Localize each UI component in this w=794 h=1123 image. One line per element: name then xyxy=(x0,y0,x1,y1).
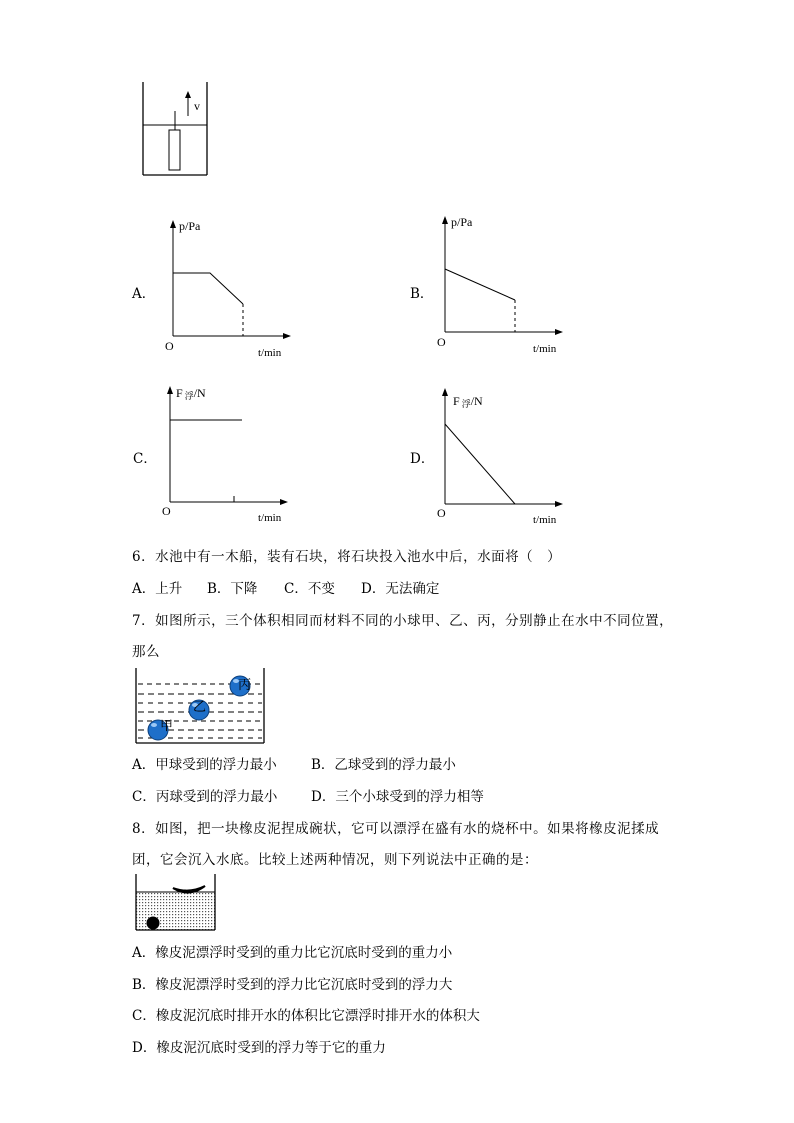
origin-label: O xyxy=(165,339,174,353)
q6-option-a[interactable]: A．上升 xyxy=(132,581,183,597)
ball-bing-label: 丙 xyxy=(238,677,252,692)
graph-b xyxy=(427,208,577,358)
q7-option-d[interactable]: D．三个小球受到的浮力相等 xyxy=(311,789,484,805)
q7-stem-line1: 7．如图所示，三个体积相同而材料不同的小球甲、乙、丙，分别静止在水中不同位置， xyxy=(132,613,674,629)
q6-stem: 6．水池中有一木船，装有石块，将石块投入池水中后，水面将（ ） xyxy=(132,549,562,565)
y-axis-arrow-icon xyxy=(167,386,173,394)
q6-option-d[interactable]: D．无法确定 xyxy=(361,581,440,597)
ball-bing xyxy=(230,676,251,696)
option-letter-d: D． xyxy=(410,451,435,467)
y-axis-arrow-icon xyxy=(170,220,176,228)
x-axis-arrow-icon xyxy=(555,329,563,335)
origin-label: O xyxy=(437,335,446,349)
x-axis-label: t/min xyxy=(533,343,557,355)
arrow-head-icon xyxy=(185,91,191,98)
velocity-label: v xyxy=(194,99,200,113)
sunk-clay-ball xyxy=(147,917,160,930)
origin-label: O xyxy=(162,504,171,518)
graph-c xyxy=(152,378,302,528)
q6-option-b[interactable]: B．下降 xyxy=(207,581,258,597)
y-axis-label: p/Pa xyxy=(179,219,201,233)
q8-stem-line2: 团，它会沉入水底。比较上述两种情况，则下列说法中正确的是： xyxy=(132,852,538,868)
option-letter-a: A． xyxy=(132,286,156,302)
graph-d xyxy=(427,380,577,530)
x-axis-label: t/min xyxy=(533,514,557,526)
y-axis-label: F 浮/N xyxy=(453,394,483,409)
container-rod-figure xyxy=(135,78,215,180)
q8-stem-line1: 8．如图，把一块橡皮泥捏成碗状，它可以漂浮在盛有水的烧杯中。如果将橡皮泥揉成 xyxy=(132,821,660,837)
ball-yi xyxy=(189,699,209,720)
q7-option-a[interactable]: A．甲球受到的浮力最小 xyxy=(132,757,277,773)
buoyancy-curve xyxy=(445,424,515,504)
q8-option-a[interactable]: A．橡皮泥漂浮时受到的重力比它沉底时受到的重力小 xyxy=(132,945,453,961)
x-axis-arrow-icon xyxy=(555,501,563,507)
x-axis-label: t/min xyxy=(258,512,282,524)
submerged-rod xyxy=(169,130,180,170)
pressure-curve xyxy=(173,273,243,304)
clay-beaker-figure xyxy=(133,872,219,934)
three-balls-figure xyxy=(133,666,267,746)
y-axis-label: p/Pa xyxy=(451,215,473,229)
x-axis-label: t/min xyxy=(258,347,282,359)
x-axis-arrow-icon xyxy=(280,499,288,505)
q8-option-b[interactable]: B．橡皮泥漂浮时受到的浮力比它沉底时受到的浮力大 xyxy=(132,977,453,993)
q7-option-b[interactable]: B．乙球受到的浮力最小 xyxy=(311,757,456,773)
q7-stem-line2: 那么 xyxy=(132,644,160,660)
option-letter-b: B． xyxy=(410,286,434,302)
y-axis-arrow-icon xyxy=(442,216,448,224)
pressure-curve xyxy=(445,269,515,300)
q7-option-c[interactable]: C．丙球受到的浮力最小 xyxy=(132,789,278,805)
x-axis-arrow-icon xyxy=(283,333,291,339)
ball-jia-label: 甲 xyxy=(160,718,174,733)
q6-option-c[interactable]: C．不变 xyxy=(284,581,335,597)
graph-a xyxy=(155,212,305,362)
origin-label: O xyxy=(437,506,446,520)
y-axis-label: F 浮/N xyxy=(176,386,206,401)
option-letter-c: C． xyxy=(133,451,157,467)
q8-option-d[interactable]: D．橡皮泥沉底时受到的浮力等于它的重力 xyxy=(132,1040,386,1056)
ball-yi-label: 乙 xyxy=(193,699,207,714)
q8-option-c[interactable]: C．橡皮泥沉底时排开水的体积比它漂浮时排开水的体积大 xyxy=(132,1008,480,1024)
y-axis-arrow-icon xyxy=(442,388,448,396)
